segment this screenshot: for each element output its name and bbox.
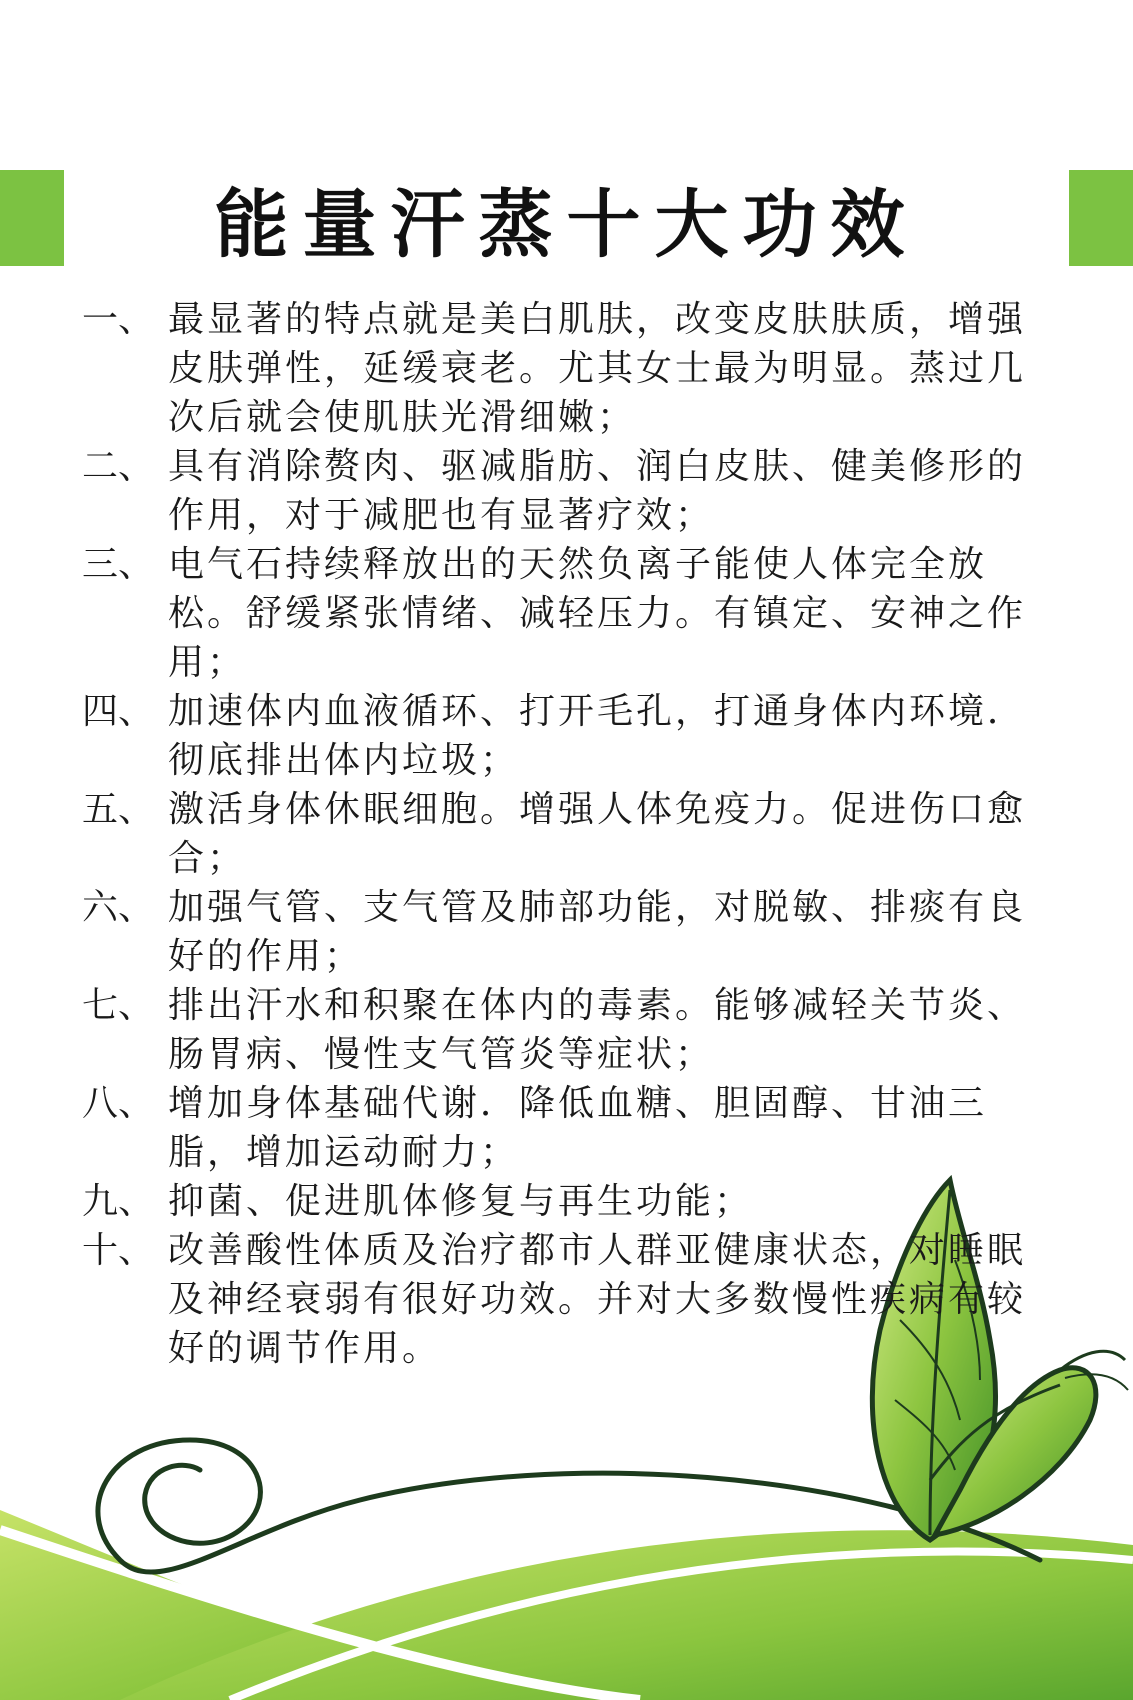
item-number: 七、	[82, 985, 155, 1026]
item-text: 电气石持续释放出的天然负离子能使人体完全放松。舒缓紧张情绪、减轻压力。有镇定、安神之作用；	[168, 544, 1027, 683]
list-item	[82, 687, 1052, 785]
list-item	[82, 785, 1052, 883]
item-number: 五、	[82, 789, 155, 830]
list-item	[82, 981, 1052, 1079]
list-item	[82, 1177, 1052, 1226]
list-item	[82, 1226, 1052, 1373]
item-number: 六、	[82, 887, 155, 928]
item-text: 抑菌、促进肌体修复与再生功能；	[168, 1181, 754, 1222]
page-title: 能量汗蒸十大功效	[214, 182, 919, 268]
item-text: 加强气管、支气管及肺部功能，对脱敏、排痰有良好的作用；	[168, 887, 1027, 977]
item-text: 增加身体基础代谢．降低血糖、胆固醇、甘油三脂，增加运动耐力；	[168, 1083, 988, 1173]
item-number: 八、	[82, 1083, 155, 1124]
benefits-list	[82, 295, 1052, 1373]
list-item	[82, 540, 1052, 687]
item-text: 激活身体休眠细胞。增强人体免疫力。促进伤口愈合；	[168, 789, 1027, 879]
list-item	[82, 442, 1052, 540]
item-text: 最显著的特点就是美白肌肤，改变皮肤肤质，增强皮肤弹性，延缓衰老。尤其女士最为明显。蒸过几次后就会使肌肤光滑细嫩；	[168, 299, 1027, 438]
list-item	[82, 295, 1052, 442]
item-text: 加速体内血液循环、打开毛孔，打通身体内环境．彻底排出体内垃圾；	[168, 691, 1027, 781]
item-text: 改善酸性体质及治疗都市人群亚健康状态，对睡眠及神经衰弱有很好功效。并对大多数慢性疾病有较好的调节作用。	[168, 1230, 1027, 1369]
list-item	[82, 1079, 1052, 1177]
item-number: 十、	[82, 1230, 155, 1271]
item-number: 二、	[82, 446, 155, 487]
item-number: 三、	[82, 544, 155, 585]
item-number: 一、	[82, 299, 155, 340]
item-text: 具有消除赘肉、驱减脂肪、润白皮肤、健美修形的作用，对于减肥也有显著疗效；	[168, 446, 1027, 536]
list-item	[82, 883, 1052, 981]
item-text: 排出汗水和积聚在体内的毒素。能够减轻关节炎、肠胃病、慢性支气管炎等症状；	[168, 985, 1027, 1075]
item-number: 九、	[82, 1181, 155, 1222]
item-number: 四、	[82, 691, 155, 732]
